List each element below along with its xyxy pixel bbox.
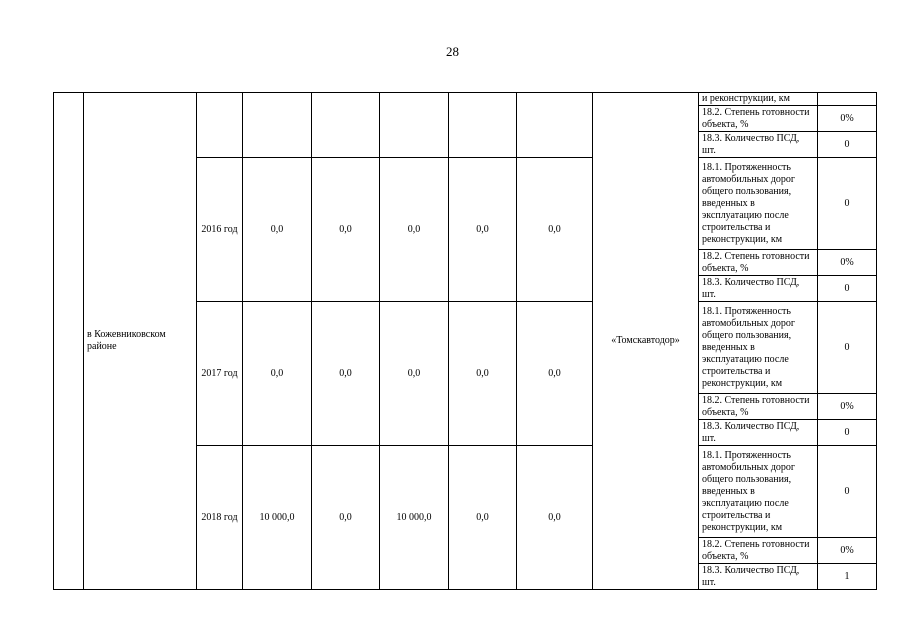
amount-cell [517, 93, 593, 158]
year-cell: 2016 год [197, 158, 243, 302]
indicator-value: 0% [818, 250, 877, 276]
amount-cell: 0,0 [243, 158, 312, 302]
number-cell [54, 93, 84, 590]
indicator-label: 18.1. Протяженность автомобильных дорог общего пользования, введенных в эксплуатацию после строительства и реконструкции, км [699, 302, 818, 394]
indicator-value: 0% [818, 394, 877, 420]
amount-cell: 0,0 [312, 158, 380, 302]
table-row [54, 93, 877, 106]
amount-cell: 0,0 [449, 302, 517, 446]
indicator-label: 18.2. Степень готовности объекта, % [699, 538, 818, 564]
indicator-value: 0% [818, 106, 877, 132]
indicator-value: 0 [818, 276, 877, 302]
year-cell: 2018 год [197, 446, 243, 590]
indicator-label: 18.1. Протяженность автомобильных дорог общего пользования, введенных в эксплуатацию после строительства и реконструкции, км [699, 158, 818, 250]
indicator-label: 18.1. Протяженность автомобильных дорог общего пользования, введенных в эксплуатацию после строительства и реконструкции, км [699, 446, 818, 538]
amount-cell: 10 000,0 [243, 446, 312, 590]
amount-cell: 0,0 [517, 302, 593, 446]
amount-cell [312, 93, 380, 158]
indicator-label: 18.3. Количество ПСД, шт. [699, 420, 818, 446]
executor-cell: «Томскавтодор» [593, 93, 699, 590]
indicator-label: и реконструкции, км [699, 93, 818, 106]
indicator-label: 18.2. Степень готовности объекта, % [699, 394, 818, 420]
indicator-value: 0% [818, 538, 877, 564]
indicator-label: 18.2. Степень готовности объекта, % [699, 106, 818, 132]
amount-cell: 0,0 [449, 446, 517, 590]
year-cell [197, 93, 243, 158]
indicator-label: 18.3. Количество ПСД, шт. [699, 564, 818, 590]
indicator-value: 1 [818, 564, 877, 590]
indicator-value: 0 [818, 420, 877, 446]
indicator-value: 0 [818, 302, 877, 394]
program-table [53, 92, 877, 590]
amount-cell: 0,0 [380, 302, 449, 446]
amount-cell [380, 93, 449, 158]
amount-cell: 0,0 [312, 446, 380, 590]
amount-cell [243, 93, 312, 158]
amount-cell: 10 000,0 [380, 446, 449, 590]
amount-cell: 0,0 [243, 302, 312, 446]
indicator-label: 18.3. Количество ПСД, шт. [699, 276, 818, 302]
indicator-label: 18.2. Степень готовности объекта, % [699, 250, 818, 276]
amount-cell: 0,0 [517, 446, 593, 590]
amount-cell: 0,0 [517, 158, 593, 302]
amount-cell: 0,0 [449, 158, 517, 302]
amount-cell: 0,0 [312, 302, 380, 446]
indicator-value: 0 [818, 132, 877, 158]
page-number: 28 [446, 44, 459, 59]
indicator-value [818, 93, 877, 106]
amount-cell [449, 93, 517, 158]
indicator-value: 0 [818, 158, 877, 250]
indicator-label: 18.3. Количество ПСД, шт. [699, 132, 818, 158]
year-cell: 2017 год [197, 302, 243, 446]
indicator-value: 0 [818, 446, 877, 538]
district-cell: в Кожевниковском районе [84, 93, 197, 590]
amount-cell: 0,0 [380, 158, 449, 302]
